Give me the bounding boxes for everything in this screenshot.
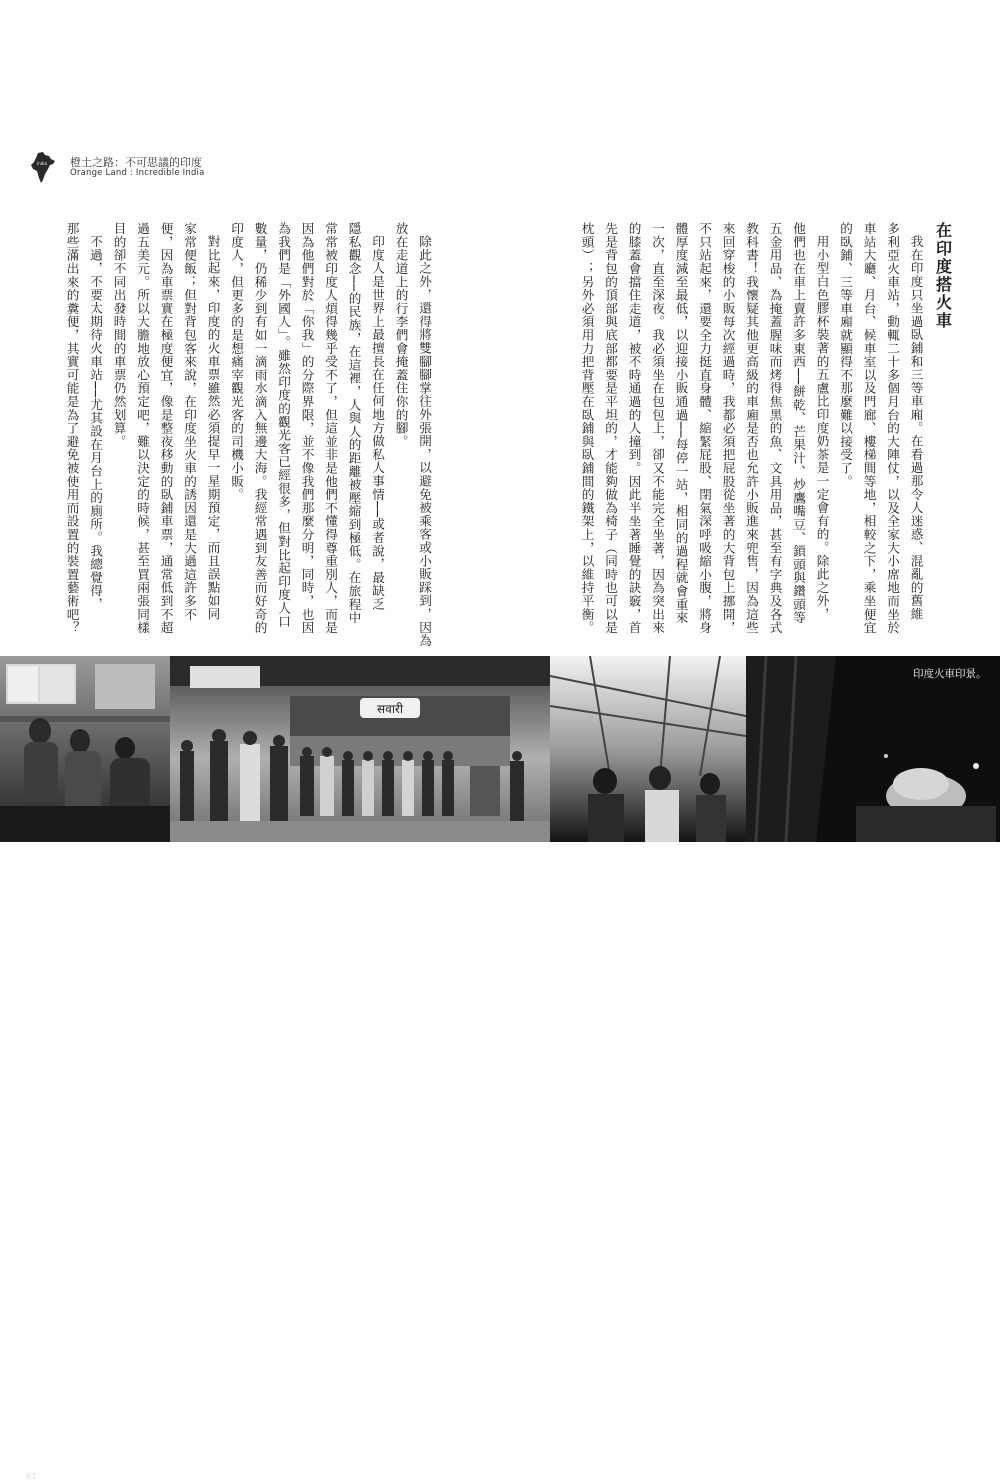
- text-line: 放在走道上的行李們會掩蓋住你的腳。: [393, 222, 409, 449]
- text-line: 五金用品、為掩蓋腥味而烤得焦黑的魚、文具用品，甚至有字典及各式: [767, 222, 783, 635]
- text-line: 體厚度減至最低，以迎接小販通過──每停一站，相同的過程就會重來: [673, 222, 689, 625]
- text-line: 多利亞火車站，動輒二十多個月台的大陣仗，以及全家大小席地而坐於: [885, 222, 900, 635]
- text-line: 車站大廳、月台、候車室以及門廊、樓梯間等地，相較之下，乘坐便宜: [861, 222, 877, 635]
- text-line: 教科書！我懷疑其他更高級的車廂是否也允許小販進來兜售，因為這些: [744, 222, 759, 635]
- text-column-left: [60, 222, 436, 647]
- text-line: 不過，不要太期待火車站──尤其設在月台上的廁所。我總覺得，: [88, 234, 103, 611]
- text-line: 因為他們對於「你我」的分際界限，並不像我們那麼分明，同時，也因: [299, 222, 315, 635]
- text-line: 目的卻不同出發時間的車票仍然划算。: [111, 222, 127, 449]
- text-line: 為我們是「外國人」。雖然印度的觀光客已經很多，但對比起印度人口: [276, 222, 291, 628]
- header-title-en: Orange Land : Incredible India: [70, 168, 205, 178]
- text-line: 數量，仍稀少到有如一滴雨水滴入無邊大海。我經常遇到友善而好奇的: [252, 222, 268, 635]
- section-heading: 在印度搭火車: [933, 222, 953, 330]
- text-line: 的膝蓋會擋住走道，被不時通過的人撞到。因此半坐著睡覺的訣竅，首: [626, 222, 642, 635]
- text-line: 他們也在車上賣許多東西──餅乾、芒果汁、炒鷹嘴豆、鎖頭與鑽頭等: [791, 222, 806, 625]
- header-title-zh: 橙土之路：不可思議的印度: [70, 156, 202, 169]
- text-line: 過五美元。所以大膽地放心預定吧，難以決定的時候，甚至買兩張同樣: [135, 222, 150, 635]
- text-line: 除此之外，還得將雙腳腳掌往外張開，以避免被乘客或小販踩到，因為: [417, 234, 432, 647]
- photo-night-platform: [746, 656, 1000, 842]
- text-line: 枕頭）；另外必須用力把背壓在臥鋪與臥鋪間的鐵架上，以維持平衡。: [579, 222, 595, 635]
- photo-caption: 印度火車印景。: [913, 668, 987, 680]
- photo-station-hall: [170, 656, 550, 842]
- text-line: 那些滿出來的糞便，其實可能是為了避免被使用而設置的裝置藝術吧？: [64, 222, 80, 635]
- photo-strip: [0, 656, 1000, 1481]
- text-line: 常常被印度人煩得幾乎受不了，但這並非是他們不懂得尊重別人，而是: [323, 222, 338, 635]
- text-line: 家常便飯；但對背包客來說，在印度坐火車的誘因還是大過這許多不: [182, 222, 197, 621]
- text-line: 便，因為車票實在極度便宜，像是整夜移動的臥鋪車票，通常低到不超: [158, 222, 174, 635]
- photo-train-interior: [0, 656, 170, 842]
- text-line: 不只站起來，還要全力挺直身體、縮緊屁股、閉氣深呼吸縮小腹，將身: [697, 222, 712, 635]
- text-line: 的臥鋪、三等車廂就顯得不那麼難以接受了。: [838, 222, 853, 488]
- page-number: 67: [26, 1472, 37, 1481]
- station-sign: सवारी: [377, 702, 403, 716]
- text-column-right: [575, 222, 958, 642]
- svg-text:India: India: [37, 161, 47, 166]
- india-map-icon: [30, 152, 56, 184]
- text-line: 來回穿梭的小販每次經過時，我都必須把屁股從坐著的大背包上挪開，: [720, 222, 736, 635]
- text-line: 一次，直至深夜。我必須坐在包包上，卻又不能完全坐著，因為突出來: [650, 222, 665, 635]
- text-line: 先是背包的頂部與底部都要是平坦的，才能夠做為椅子（同時也可以是: [603, 222, 618, 635]
- text-line: 用小型白色膠杯裝著的五盧比印度奶茶是一定會有的。除此之外，: [814, 234, 830, 621]
- photo-train-crowd: [550, 656, 746, 842]
- text-line: 對比起來，印度的火車票雖然必須提早一星期預定，而且誤點如同: [205, 234, 221, 621]
- text-line: 印度人是世界上最擅長在任何地方做私人事情──或者說，最缺乏: [370, 234, 385, 611]
- text-line: 我在印度只坐過臥鋪和三等車廂。在看過那令人迷惑、混亂的舊維: [908, 234, 924, 621]
- text-line: 印度人，但更多的是想痛宰觀光客的司機小販。: [229, 222, 244, 502]
- text-line: 隱私觀念──的民族，在這裡，人與人的距離被壓縮到極低。在旅程中: [346, 222, 362, 625]
